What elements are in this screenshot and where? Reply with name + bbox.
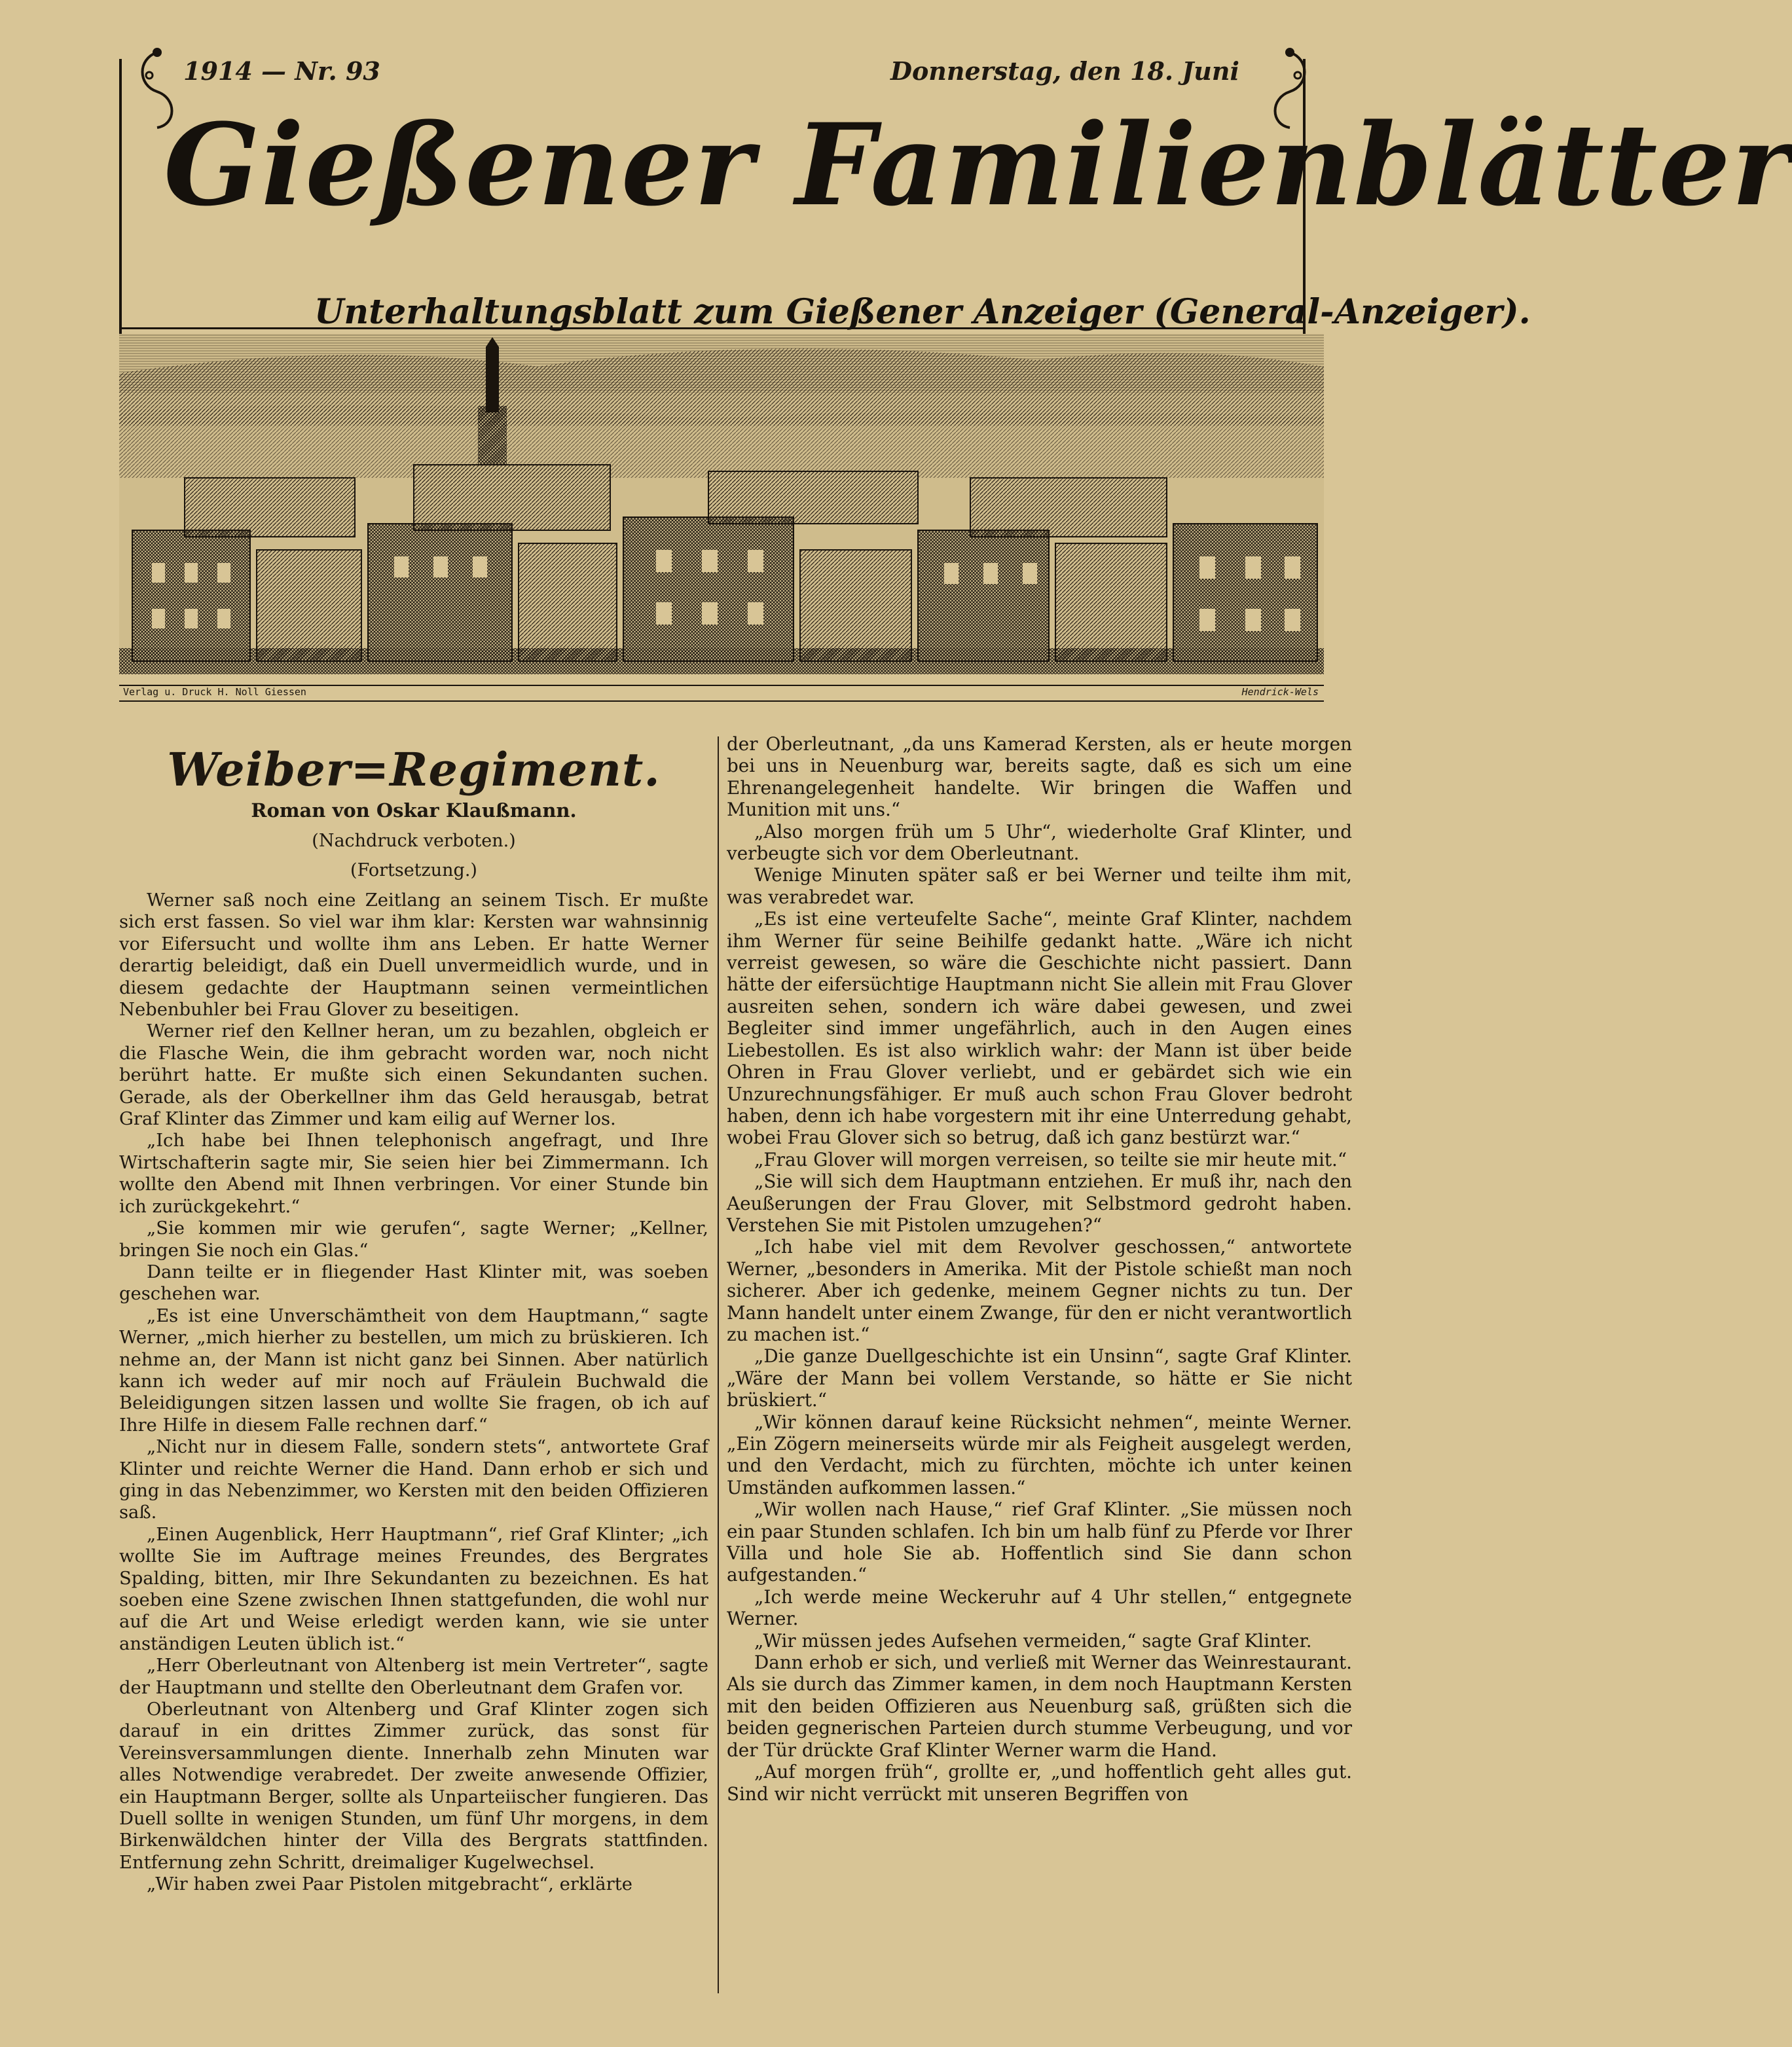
paragraph: Werner rief den Kellner heran, um zu bezahlen, obgleich er die Flasche Wein, die ihm gebracht worden war, noch nicht berührt hatte. Er mußte sich einen Sekundanten suchen. Gerade, als der Oberkellner ihm das Geld herausgab, betrat Graf Klinter das Zimmer und kam eilig auf Werner los. (119, 1021, 708, 1130)
paragraph: „Ich habe viel mit dem Revolver geschossen,“ antwortete Werner, „besonders in Amerika. Mit der Pistole schießt man noch sicherer. Aber ich gedenke, meinem Gegner nichts zu tun. Der Mann handelt unter einem Zwange, für den er nicht verantwortlich zu machen ist.“ (727, 1236, 1352, 1345)
paragraph: „Es ist eine Unverschämtheit von dem Hauptmann,“ sagte Werner, „mich hierher zu bestellen, um mich zu brüskieren. Ich nehme an, der Mann ist nicht ganz bei Sinnen. Aber natürlich kann ich weder auf mir noch auf Fräulein Buchwald die Beleidigungen sitzen lassen und wollte Sie fragen, ob ich auf Ihre Hilfe in diesem Falle rechnen darf.“ (119, 1305, 708, 1436)
publisher-credit: Verlag u. Druck H. Noll Giessen (123, 686, 306, 698)
paragraph: „Sie will sich dem Hauptmann entziehen. Er muß ihr, nach den Aeußerungen der Frau Glover, mit Selbstmord gedroht haben. Verstehen Sie mit Pistolen umzugehen?“ (727, 1170, 1352, 1236)
paragraph: Wenige Minuten später saß er bei Werner und teilte ihm mit, was verabredet war. (727, 864, 1352, 908)
column-divider (718, 736, 719, 1993)
reprint-note: (Nachdruck verboten.) (312, 831, 516, 851)
paragraph: „Die ganze Duellgeschichte ist ein Unsinn“, sagte Graf Klinter. „Wäre der Mann bei vollem Verstande, so hätte er Sie nicht brüskiert.“ (727, 1345, 1352, 1411)
paragraph: „Ich werde meine Weckeruhr auf 4 Uhr stellen,“ entgegnete Werner. (727, 1585, 1352, 1630)
paragraph: „Herr Oberleutnant von Altenberg ist mein Vertreter“, sagte der Hauptmann und stellte den Oberleutnant dem Grafen vor. (119, 1656, 708, 1698)
engraver-credit: Hendrick-Wels (1241, 686, 1319, 698)
right-column (727, 733, 1352, 1805)
newspaper-subtitle: Unterhaltungsblatt zum Gießener Anzeiger (General-Anzeiger). (314, 292, 1531, 332)
paragraph: „Sie kommen mir wie gerufen“, sagte Werner; „Kellner, bringen Sie noch ein Glas.“ (119, 1218, 708, 1261)
newspaper-title: Gießener Familienblätter (164, 98, 1792, 231)
engraving-credit-bar (119, 685, 1324, 702)
issue-number: 1914 — Nr. 93 (183, 56, 380, 86)
left-column (119, 733, 708, 1896)
paragraph: „Nicht nur in diesem Falle, sondern stets“, antwortete Graf Klinter und reichte Werner die Hand. Dann erhob er sich und ging in das Nebenzimmer, wo Kersten mit den beiden Offizieren saß. (119, 1437, 708, 1523)
paragraph: Oberleutnant von Altenberg und Graf Klinter zogen sich darauf in ein drittes Zimmer zurück, das sonst für Vereinsversammlungen diente. Innerhalb zehn Minuten war alles Notwendige verabredet. Der zweite anwesende Offizier, ein Hauptmann Berger, sollte als Unparteiischer fungieren. Das Duell sollte in wenigen Stunden, um fünf Uhr morgens, in dem Birkenwäldchen hinter der Villa des Bergrats stattfinden. Entfernung zehn Schritt, dreimaliger Kugelwechsel. (119, 1699, 708, 1873)
paragraph: „Einen Augenblick, Herr Hauptmann“, rief Graf Klinter; „ich wollte Sie im Auftrage meines Freundes, des Bergrates Spalding, bitten, mir Ihre Sekundanten zu bezeichnen. Es hat soeben eine Szene zwischen Ihnen stattgefunden, die wohl nur auf die Art und Weise erledigt werden kann, wie sie unter anständigen Leuten üblich ist.“ (119, 1524, 708, 1654)
paragraph: Dann teilte er in fliegender Hast Klinter mit, was soeben geschehen war. (119, 1261, 708, 1305)
paragraph: der Oberleutnant, „da uns Kamerad Kersten, als er heute morgen bei uns in Neuenburg war, bereits sagte, daß es sich um eine Ehrenangelegenheit handelte. Wir bringen die Waffen und Munition mit uns.“ (727, 733, 1352, 821)
paragraph: Dann erhob er sich, und verließ mit Werner das Weinrestaurant. Als sie durch das Zimmer kamen, in dem noch Hauptmann Kersten mit den beiden Offizieren aus Neuenburg saß, grüßten sich die beiden gegnerischen Parteien durch stumme Verbeugung, und vor der Tür drückte Graf Klinter Werner warm die Hand. (727, 1652, 1352, 1761)
cityscape-engraving (119, 334, 1324, 674)
paragraph: „Wir haben zwei Paar Pistolen mitgebracht“, erklärte (147, 1874, 632, 1895)
paragraph: „Frau Glover will morgen verreisen, so teilte sie mir heute mit.“ (754, 1148, 1347, 1170)
paragraph: „Es ist eine verteufelte Sache“, meinte Graf Klinter, nachdem ihm Werner für seine Beihilfe gedankt hatte. „Wäre ich nicht verreist gewesen, so wäre die Geschichte nicht passiert. Dann hätte der eifersüchtige Hauptmann nicht Sie allein mit Frau Glover ausreiten sehen, sondern ich wäre dabei gewesen, und zwei Begleiter sind immer ungefährlich, auch in den Augen eines Liebestollen. Es ist also wirklich wahr: der Mann ist über beide Ohren in Frau Glover verliebt, und er gebärdet sich wie ein Unzurechnungsfähiger. Er muß auch schon Frau Glover bedroht haben, denn ich habe vorgestern mit ihr eine Unterredung gehabt, wobei Frau Glover sich so betrug, daß ich ganz bestürzt war.“ (727, 908, 1352, 1149)
paragraph: „Also morgen früh um 5 Uhr“, wiederholte Graf Klinter, und verbeugte sich vor dem Oberleutnant. (727, 820, 1352, 865)
paragraph: Werner saß noch eine Zeitlang an seinem Tisch. Er mußte sich erst fassen. So viel war ihm klar: Kersten war wahnsinnig vor Eifersucht und wollte ihm ans Leben. Er hatte Werner derartig beleidigt, daß ein Duell unvermeidlich wurde, und in diesem gedachte der Hauptmann seinen vermeintlichen Nebenbuhler bei Frau Glover zu beseitigen. (119, 890, 708, 1021)
article-headline: Weiber=Regiment. (167, 742, 661, 797)
continuation-note: (Fortsetzung.) (350, 860, 477, 880)
article-byline: Roman von Oskar Klaußmann. (251, 799, 577, 822)
paragraph: „Wir wollen nach Hause,“ rief Graf Klinter. „Sie müssen noch ein paar Stunden schlafen. Ich bin um halb fünf zu Pferde vor Ihrer Villa und hole Sie ab. Hoffentlich sind Sie dann schon aufgestanden.“ (727, 1498, 1352, 1586)
issue-date: Donnerstag, den 18. Juni (890, 56, 1239, 86)
paragraph: „Wir müssen jedes Aufsehen vermeiden,“ sagte Graf Klinter. (754, 1629, 1312, 1652)
paragraph: „Auf morgen früh“, grollte er, „und hoffentlich geht alles gut. Sind wir nicht verrückt mit unseren Begriffen von (727, 1761, 1352, 1805)
paragraph: „Ich habe bei Ihnen telephonisch angefragt, und Ihre Wirtschafterin sagte mir, Sie seien hier bei Zimmermann. Ich wollte den Abend mit Ihnen verbringen. Vor einer Stunde bin ich zurückgekehrt.“ (119, 1131, 708, 1217)
paragraph: „Wir können darauf keine Rücksicht nehmen“, meinte Werner. „Ein Zögern meinerseits würde mir als Feigheit ausgelegt werden, und den Verdacht, mich zu fürchten, möchte ich unter keinen Umständen aufkommen lassen.“ (727, 1411, 1352, 1498)
